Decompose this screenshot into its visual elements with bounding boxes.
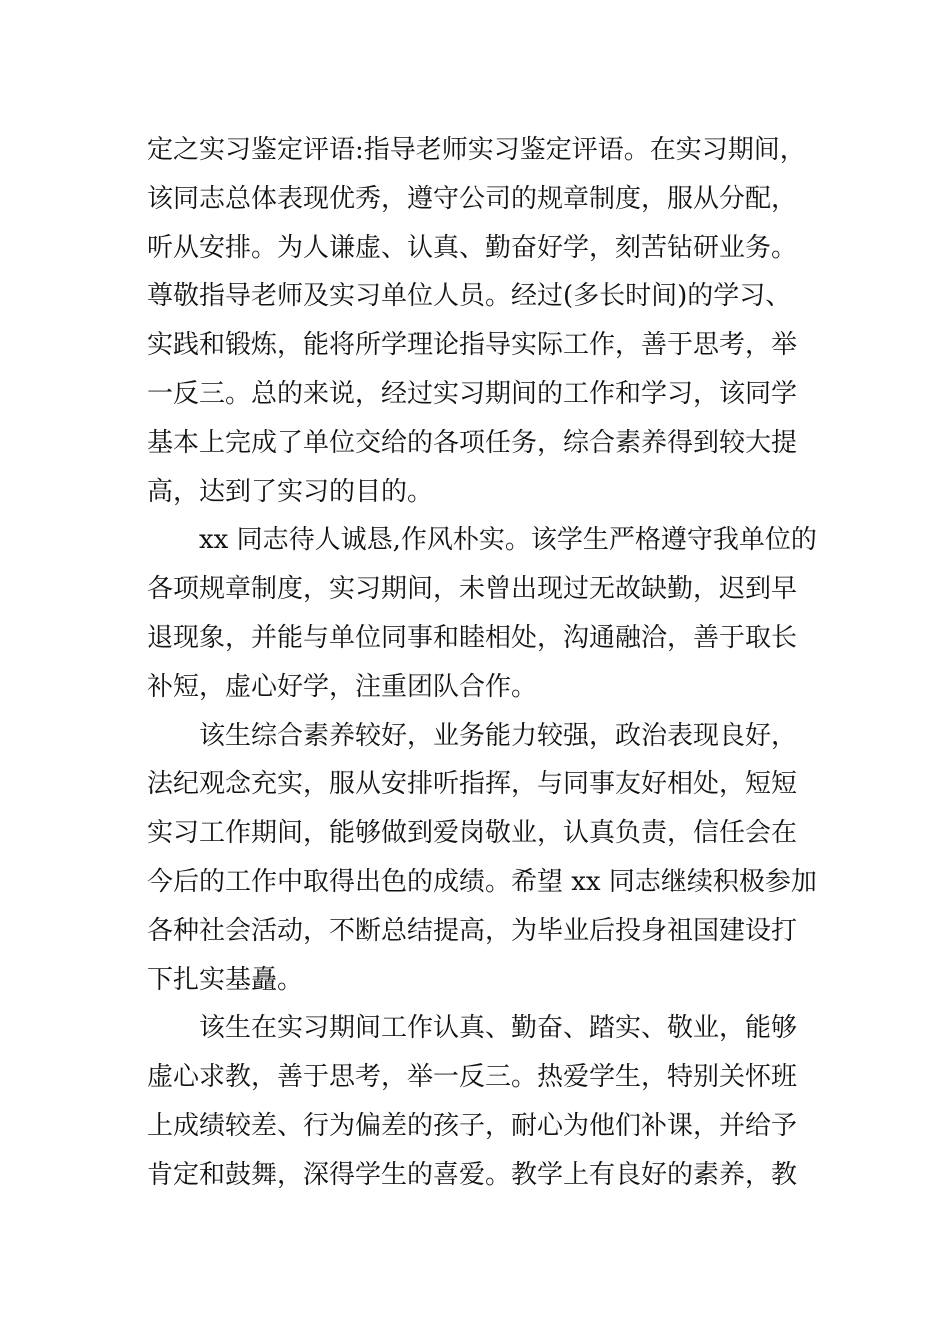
- text-line: 各种社会活动，不断总结提高，为毕业后投身祖国建设打: [147, 915, 798, 946]
- text-line: 今后的工作中取得出色的成绩。希望 xx 同志继续积极参加: [147, 866, 817, 897]
- text-line: 定之实习鉴定评语:指导老师实习鉴定评语。在实习期间，: [147, 135, 806, 165]
- text-line: 上成绩较差、行为偏差的孩子，耐心为他们补课，并给予: [147, 1110, 798, 1141]
- text-line: 一反三。总的来说，经过实习期间的工作和学习，该同学: [147, 378, 798, 409]
- body-text: [147, 126, 817, 1200]
- text-line: 实践和锻炼，能将所学理论指导实际工作，善于思考，举: [147, 330, 798, 361]
- text-line: 退现象，并能与单位同事和睦相处，沟通融洽，善于取长: [147, 622, 798, 653]
- text-line: 肯定和鼓舞，深得学生的喜爱。教学上有良好的素养，教: [147, 1159, 798, 1190]
- text-line: 虚心求教，善于思考，举一反三。热爱学生，特别关怀班: [147, 1062, 798, 1093]
- text-line: 补短，虚心好学，注重团队合作。: [147, 671, 538, 702]
- text-line: 尊敬指导老师及实习单位人员。经过(多长时间)的学习、: [147, 281, 792, 312]
- text-line: 该生综合素养较好，业务能力较强，政治表现良好，: [147, 720, 798, 751]
- text-line: xx 同志待人诚恳,作风朴实。该学生严格遵守我单位的: [147, 525, 817, 556]
- text-line: 法纪观念充实，服从安排听指挥，与同事友好相处，短短: [147, 769, 798, 800]
- text-line: 听从安排。为人谦虚、认真、勤奋好学，刻苦钻研业务。: [147, 232, 798, 263]
- text-line: 实习工作期间，能够做到爱岗敬业，认真负责，信任会在: [147, 818, 798, 849]
- text-line: 下扎实基矗。: [147, 964, 304, 995]
- text-line: 基本上完成了单位交给的各项任务，综合素养得到较大提: [147, 427, 798, 458]
- text-line: 该同志总体表现优秀，遵守公司的规章制度，服从分配，: [147, 183, 798, 214]
- text-line: 该生在实习期间工作认真、勤奋、踏实、敬业，能够: [147, 1013, 798, 1044]
- text-line: 高，达到了实习的目的。: [147, 476, 434, 507]
- text-line: 各项规章制度，实习期间，未曾出现过无故缺勤，迟到早: [147, 574, 798, 605]
